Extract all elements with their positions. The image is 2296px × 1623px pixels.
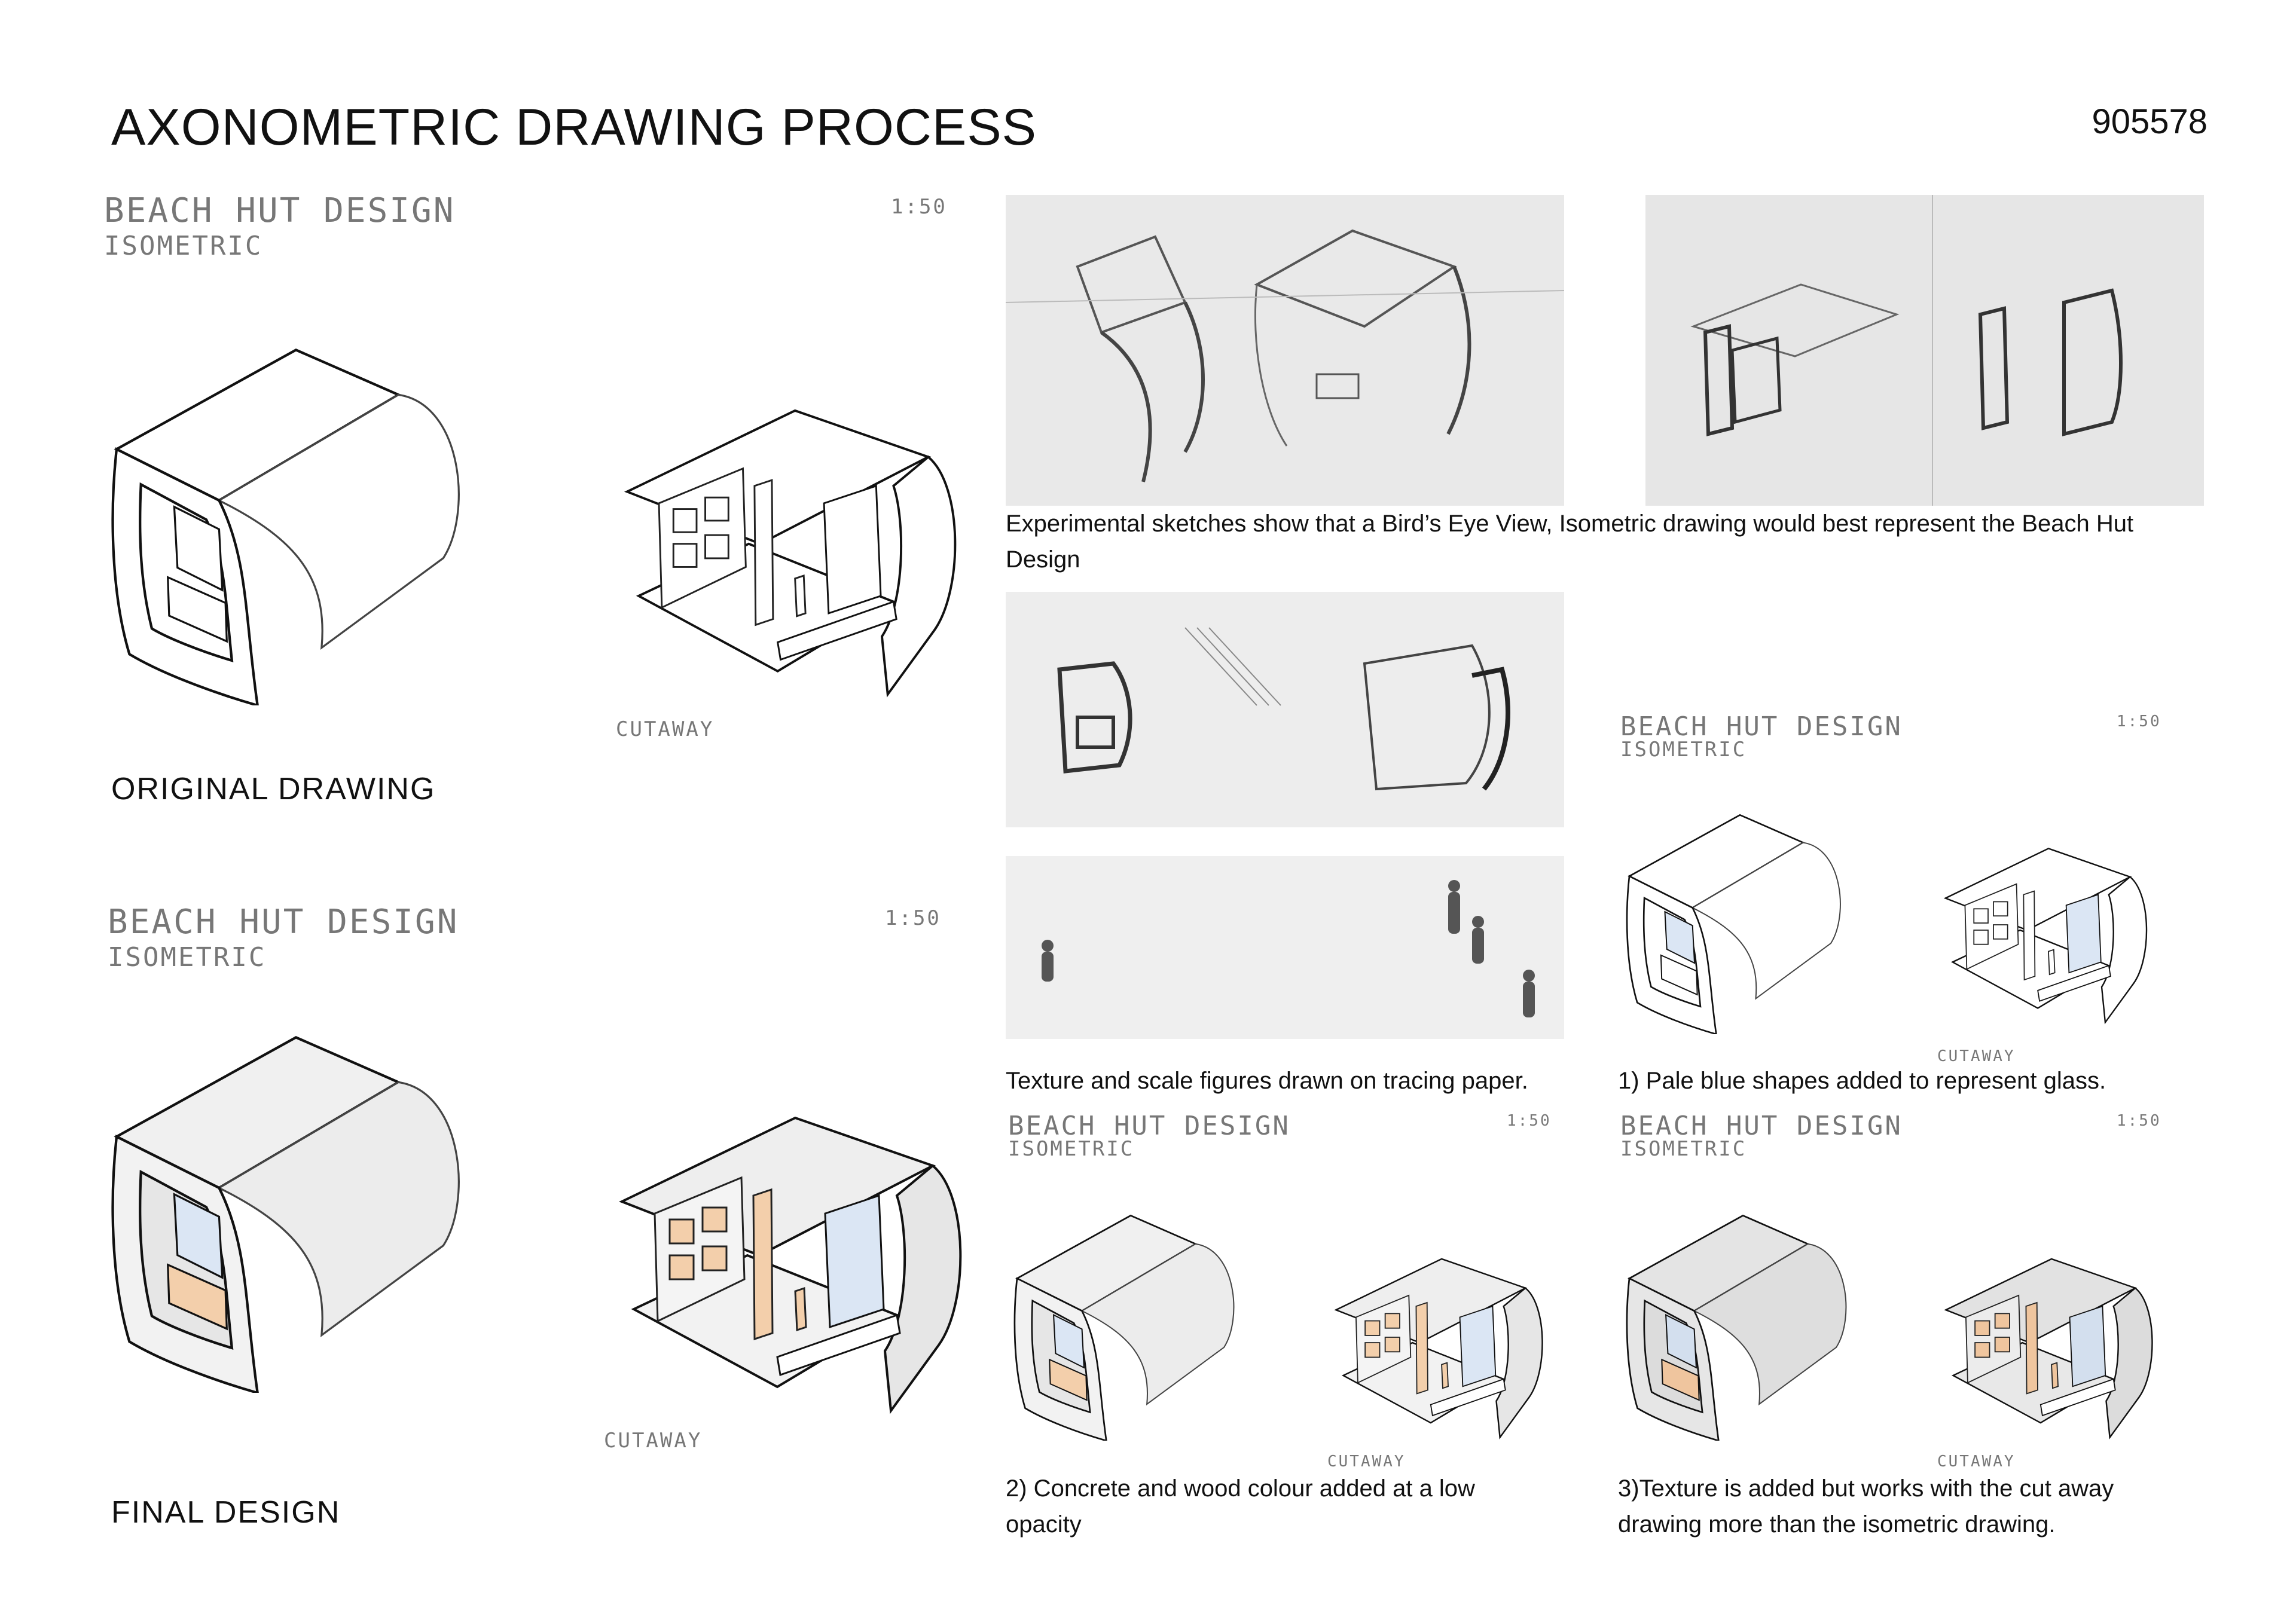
- step1-exterior-drawing: [1620, 813, 1860, 1034]
- original-heading: BEACH HUT DESIGN: [104, 191, 456, 230]
- step1-cutaway-label: CUTAWAY: [1937, 1047, 2016, 1065]
- step1-cutaway-drawing: [1931, 819, 2158, 1034]
- sketch-photo-2: [1645, 195, 2204, 506]
- step3-cutaway-drawing: [1931, 1231, 2164, 1447]
- step1-caption: 1) Pale blue shapes added to represent glass.: [1618, 1068, 2106, 1094]
- step2-subheading: ISOMETRIC: [1008, 1137, 1135, 1161]
- step2-cutaway-drawing: [1321, 1231, 1555, 1447]
- final-cutaway-drawing: [598, 1064, 981, 1435]
- step3-cutaway-label: CUTAWAY: [1937, 1453, 2016, 1471]
- sketch-photo-1: [1006, 195, 1564, 506]
- step2-cutaway-label: CUTAWAY: [1327, 1453, 1406, 1471]
- final-section-label: FINAL DESIGN: [111, 1495, 341, 1530]
- step1-subheading: ISOMETRIC: [1620, 738, 1747, 762]
- page-title: AXONOMETRIC DRAWING PROCESS: [111, 99, 1037, 156]
- step3-caption: 3)Texture is added but works with the cut away drawing more than the isometric drawing.: [1618, 1475, 2114, 1538]
- final-cutaway-label: CUTAWAY: [604, 1429, 703, 1453]
- final-scale: 1:50: [885, 906, 941, 930]
- step3-scale: 1:50: [2117, 1112, 2161, 1130]
- tracing-caption: Texture and scale figures drawn on tracing paper.: [1006, 1068, 1528, 1094]
- tracing-photo-figures: [1006, 856, 1564, 1039]
- final-subheading: ISOMETRIC: [108, 942, 267, 973]
- sketches-caption: Experimental sketches show that a Bird’s Eye View, Isometric drawing would best represent the Beach Hut Design: [1006, 511, 2134, 573]
- step1-scale: 1:50: [2117, 713, 2161, 730]
- original-exterior-drawing: [102, 347, 490, 705]
- step3-subheading: ISOMETRIC: [1620, 1137, 1747, 1161]
- original-cutaway-drawing: [604, 359, 975, 717]
- tracing-photo-texture: [1006, 592, 1564, 827]
- step2-caption: 2) Concrete and wood colour added at a low opacity: [1006, 1475, 1475, 1538]
- step3-heading: BEACH HUT DESIGN: [1620, 1111, 1903, 1141]
- step2-scale: 1:50: [1507, 1112, 1552, 1130]
- original-cutaway-label: CUTAWAY: [616, 717, 715, 741]
- step3-exterior-drawing: [1620, 1214, 1866, 1441]
- final-exterior-drawing: [102, 1034, 490, 1393]
- final-heading: BEACH HUT DESIGN: [108, 903, 459, 942]
- student-number: 905578: [2092, 102, 2208, 141]
- step2-exterior-drawing: [1008, 1214, 1253, 1441]
- step2-heading: BEACH HUT DESIGN: [1008, 1111, 1290, 1141]
- step1-heading: BEACH HUT DESIGN: [1620, 711, 1903, 742]
- original-scale: 1:50: [891, 195, 947, 219]
- original-section-label: ORIGINAL DRAWING: [111, 772, 436, 806]
- original-subheading: ISOMETRIC: [104, 231, 263, 261]
